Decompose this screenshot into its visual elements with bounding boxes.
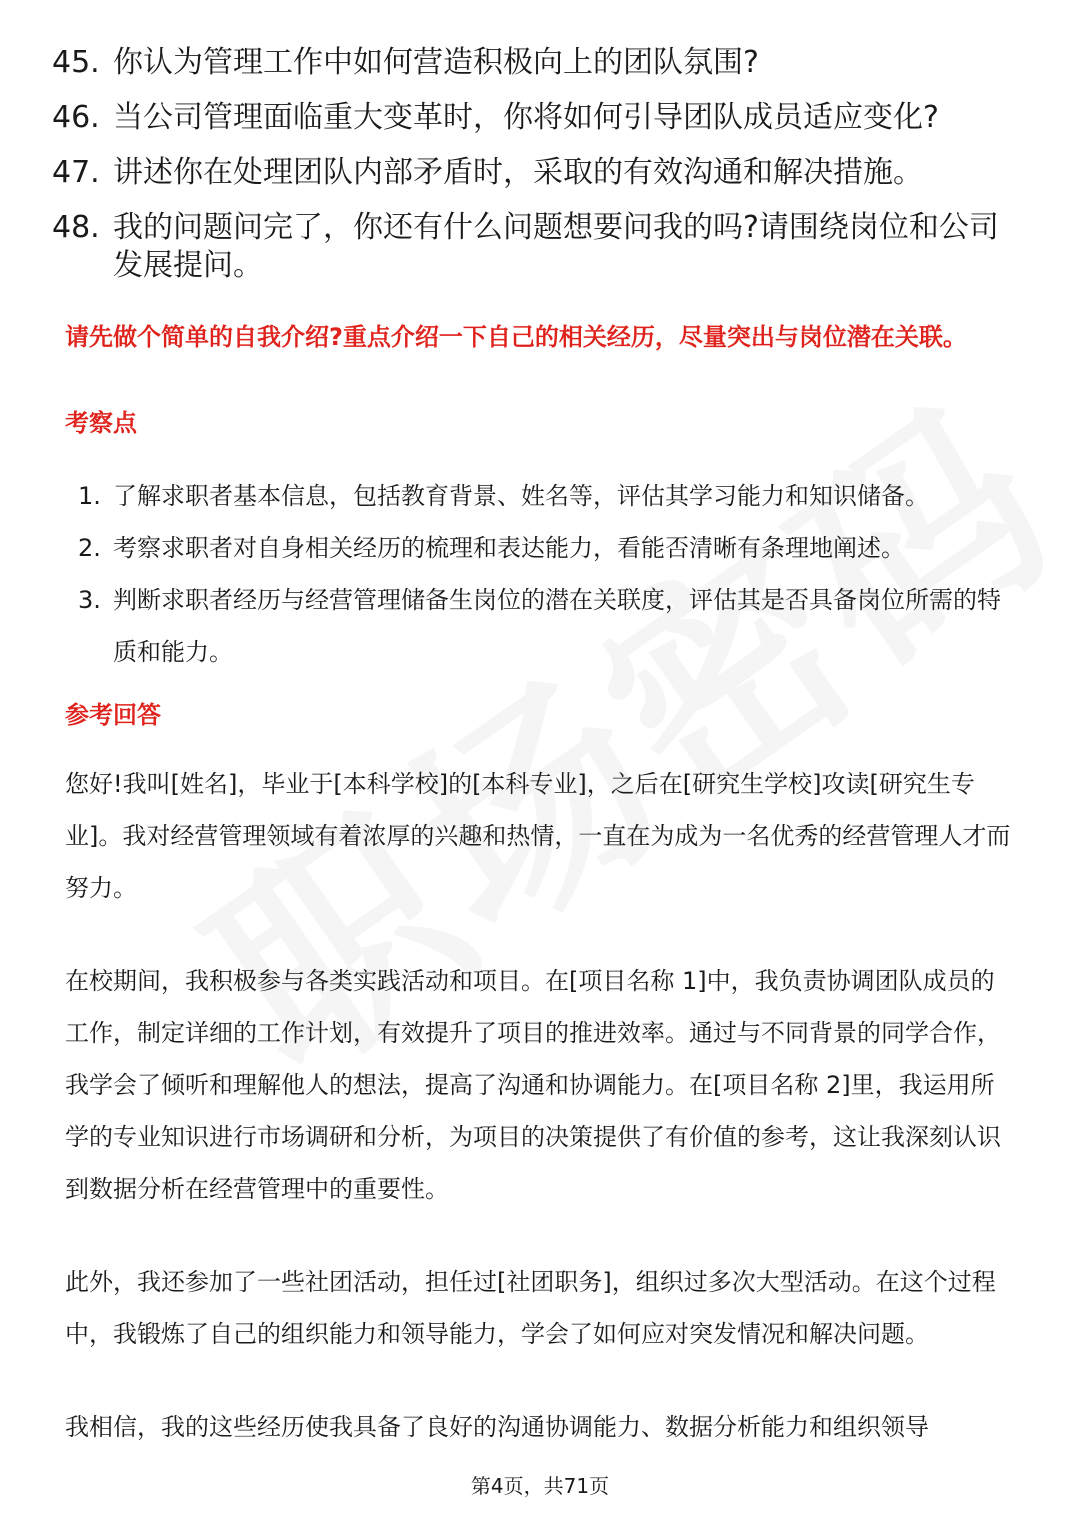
- question-text: 你认为管理工作中如何营造积极向上的团队氛围?: [113, 45, 759, 80]
- assessment-point: [78, 470, 1018, 522]
- point-number: 3.: [78, 586, 101, 614]
- question-text: 讲述你在处理团队内部矛盾时，采取的有效沟通和解决措施。: [113, 155, 923, 190]
- question-number: 47.: [52, 155, 100, 190]
- point-text: 判断求职者经历与经营管理储备生岗位的潜在关联度，评估其是否具备岗位所需的特质和能力。: [113, 586, 1001, 666]
- question-text: 我的问题问完了，你还有什么问题想要问我的吗?请围绕岗位和公司发展提问。: [113, 210, 999, 283]
- answer-heading: 参考回答: [65, 701, 161, 729]
- interview-prompt: 请先做个简单的自我介绍?重点介绍一下自己的相关经历，尽量突出与岗位潜在关联。: [65, 323, 967, 351]
- reference-answer: [65, 758, 1015, 1494]
- question-item: [52, 154, 1012, 192]
- question-item: [52, 209, 1012, 285]
- point-text: 了解求职者基本信息，包括教育背景、姓名等，评估其学习能力和知识储备。: [113, 482, 929, 510]
- page-footer: 第4页，共71页: [470, 1474, 610, 1498]
- question-number: 46.: [52, 100, 100, 135]
- answer-paragraph: 在校期间，我积极参与各类实践活动和项目。在[项目名称 1]中，我负责协调团队成员的工作，制定详细的工作计划，有效提升了项目的推进效率。通过与不同背景的同学合作，我学会了倾听和理解他人的想法，提高了沟通和协调能力。在[项目名称 2]里，我运用所学的专业知识进行市场调研和分析，为项目的决策提供了有价值的参考，这让我深刻认识到数据分析在经营管理中的重要性。: [65, 967, 1001, 1203]
- answer-paragraph: 我相信，我的这些经历使我具备了良好的沟通协调能力、数据分析能力和组织领导: [65, 1413, 929, 1441]
- assessment-point: [78, 522, 1018, 574]
- assessment-points: [78, 470, 1018, 678]
- answer-paragraph: 您好!我叫[姓名]，毕业于[本科学校]的[本科专业]，之后在[研究生学校]攻读[研究生专业]。我对经营管理领域有着浓厚的兴趣和热情，一直在为成为一名优秀的经营管理人才而努力。: [65, 770, 1011, 902]
- question-text: 当公司管理面临重大变革时，你将如何引导团队成员适应变化?: [113, 100, 939, 135]
- point-text: 考察求职者对自身相关经历的梳理和表达能力，看能否清晰有条理地阐述。: [113, 534, 905, 562]
- question-item: [52, 44, 1012, 82]
- assessment-point: [78, 574, 1018, 678]
- point-number: 1.: [78, 482, 101, 510]
- question-number: 45.: [52, 45, 100, 80]
- question-item: [52, 99, 1012, 137]
- question-list: [52, 44, 1012, 302]
- answer-paragraph: 此外，我还参加了一些社团活动，担任过[社团职务]，组织过多次大型活动。在这个过程中，我锻炼了自己的组织能力和领导能力，学会了如何应对突发情况和解决问题。: [65, 1268, 996, 1348]
- point-number: 2.: [78, 534, 101, 562]
- question-number: 48.: [52, 210, 100, 245]
- assessment-heading: 考察点: [65, 409, 137, 437]
